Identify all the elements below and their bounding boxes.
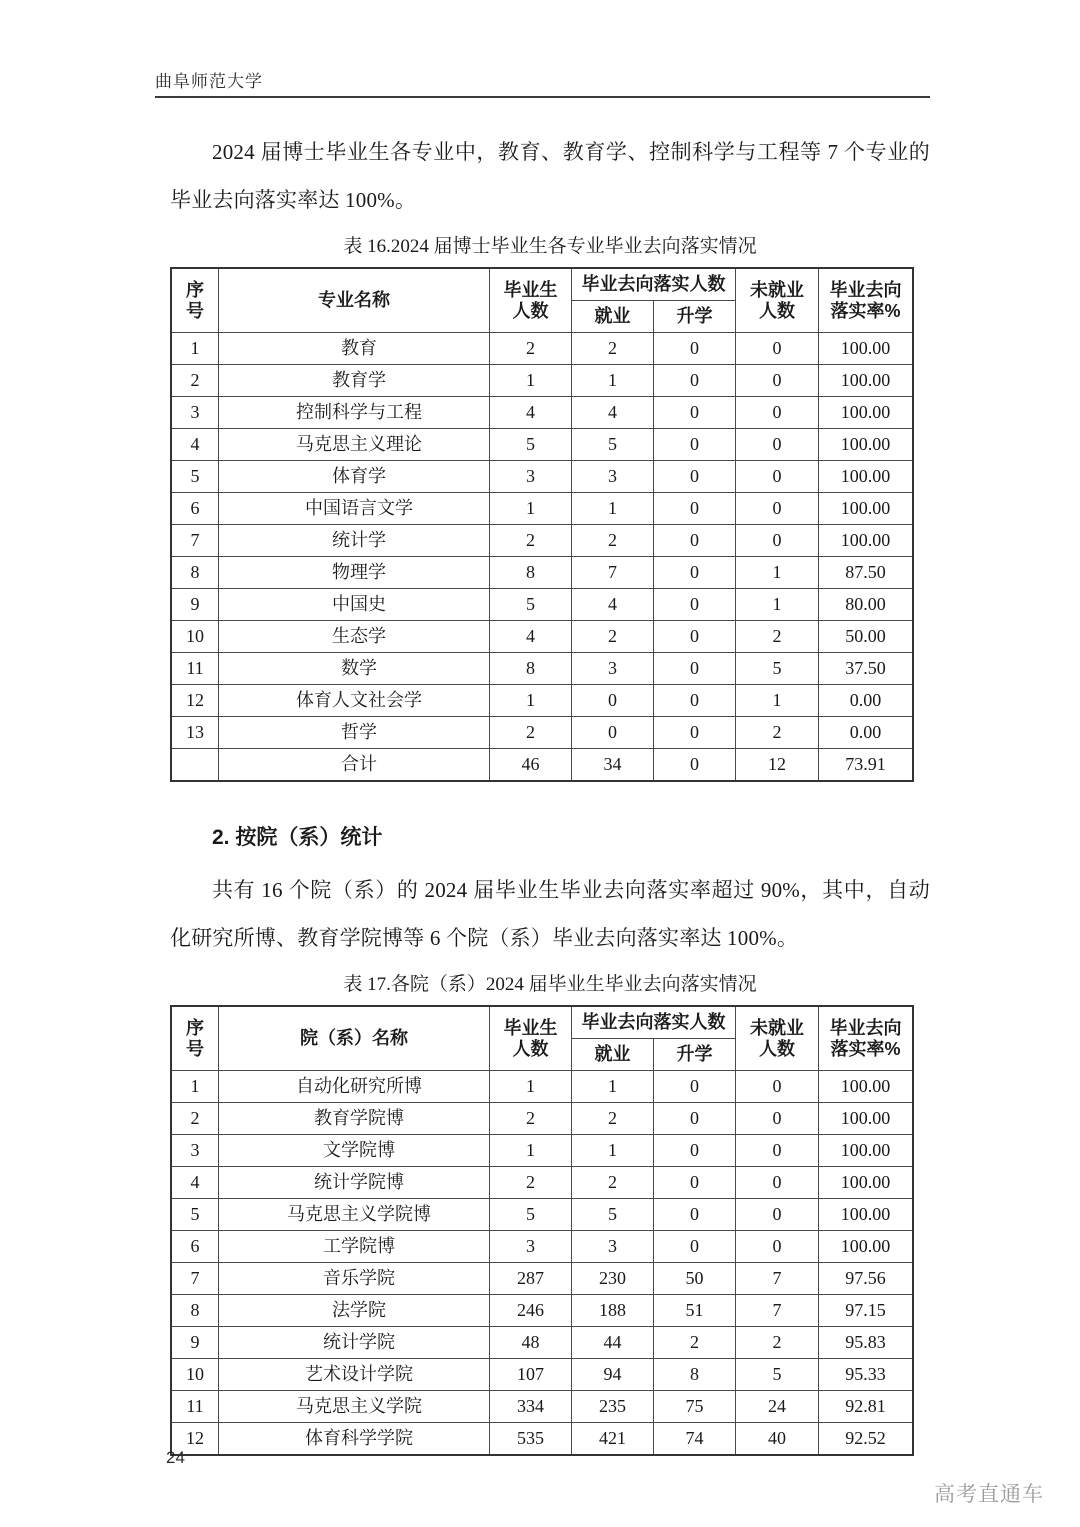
row-employed: 188 <box>572 1295 654 1327</box>
row-rate: 50.00 <box>819 621 914 653</box>
row-unemployed: 0 <box>736 525 819 557</box>
table-row <box>171 685 913 717</box>
row-graduates: 4 <box>490 621 572 653</box>
table-row <box>171 1071 913 1103</box>
table17-colleges <box>170 1005 914 1456</box>
row-rate: 0.00 <box>819 717 914 749</box>
row-employed: 0 <box>572 717 654 749</box>
row-employed: 1 <box>572 1071 654 1103</box>
row-index: 11 <box>171 1391 219 1423</box>
row-employed: 235 <box>572 1391 654 1423</box>
row-further-study: 8 <box>654 1359 736 1391</box>
row-index: 12 <box>171 1423 219 1456</box>
table16-head <box>171 268 913 333</box>
row-rate: 100.00 <box>819 1071 914 1103</box>
row-index: 1 <box>171 333 219 365</box>
col-header-rate: 毕业去向 落实率% <box>819 1006 914 1071</box>
row-index <box>171 749 219 782</box>
row-graduates: 8 <box>490 557 572 589</box>
row-further-study: 0 <box>654 365 736 397</box>
header-institution-name: 曲阜师范大学 <box>155 72 263 91</box>
table-row <box>171 1391 913 1423</box>
row-rate: 87.50 <box>819 557 914 589</box>
row-index: 7 <box>171 525 219 557</box>
row-rate: 100.00 <box>819 1135 914 1167</box>
row-index: 6 <box>171 493 219 525</box>
table-row <box>171 1263 913 1295</box>
row-employed: 1 <box>572 1135 654 1167</box>
col-header-unemployed: 未就业 人数 <box>736 268 819 333</box>
row-rate: 100.00 <box>819 493 914 525</box>
row-graduates: 5 <box>490 429 572 461</box>
row-index: 10 <box>171 621 219 653</box>
row-unemployed: 2 <box>736 1327 819 1359</box>
row-name: 艺术设计学院 <box>219 1359 490 1391</box>
row-employed: 2 <box>572 621 654 653</box>
row-index: 3 <box>171 397 219 429</box>
row-rate: 0.00 <box>819 685 914 717</box>
col-header-further-study: 升学 <box>654 1039 736 1071</box>
table17-header-row-1 <box>171 1006 913 1039</box>
table-row <box>171 1135 913 1167</box>
row-further-study: 0 <box>654 1231 736 1263</box>
row-further-study: 0 <box>654 749 736 782</box>
table-row <box>171 1327 913 1359</box>
row-graduates: 4 <box>490 397 572 429</box>
row-rate: 100.00 <box>819 461 914 493</box>
row-employed: 34 <box>572 749 654 782</box>
row-further-study: 0 <box>654 429 736 461</box>
col-header-placed-group: 毕业去向落实人数 <box>572 1006 736 1039</box>
row-rate: 100.00 <box>819 1103 914 1135</box>
row-index: 1 <box>171 1071 219 1103</box>
row-name: 马克思主义学院博 <box>219 1199 490 1231</box>
table-row <box>171 621 913 653</box>
row-rate: 92.52 <box>819 1423 914 1456</box>
table-row <box>171 493 913 525</box>
col-header-index: 序 号 <box>171 1006 219 1071</box>
row-index: 2 <box>171 365 219 397</box>
row-name: 生态学 <box>219 621 490 653</box>
row-graduates: 287 <box>490 1263 572 1295</box>
row-further-study: 0 <box>654 557 736 589</box>
col-header-placed-group: 毕业去向落实人数 <box>572 268 736 301</box>
row-unemployed: 7 <box>736 1295 819 1327</box>
row-further-study: 51 <box>654 1295 736 1327</box>
row-name: 统计学院博 <box>219 1167 490 1199</box>
col-header-unemployed: 未就业 人数 <box>736 1006 819 1071</box>
row-graduates: 1 <box>490 1071 572 1103</box>
row-name: 数学 <box>219 653 490 685</box>
row-graduates: 2 <box>490 717 572 749</box>
col-header-graduates: 毕业生 人数 <box>490 268 572 333</box>
section-heading-by-college: 2. 按院（系）统计 <box>212 826 383 849</box>
table-row <box>171 1167 913 1199</box>
row-employed: 2 <box>572 1167 654 1199</box>
row-employed: 1 <box>572 493 654 525</box>
row-name: 自动化研究所博 <box>219 1071 490 1103</box>
row-unemployed: 0 <box>736 397 819 429</box>
row-unemployed: 7 <box>736 1263 819 1295</box>
table16-header-row-1 <box>171 268 913 301</box>
col-header-rate: 毕业去向 落实率% <box>819 268 914 333</box>
row-employed: 44 <box>572 1327 654 1359</box>
row-name: 教育 <box>219 333 490 365</box>
row-further-study: 0 <box>654 397 736 429</box>
row-further-study: 0 <box>654 1103 736 1135</box>
row-graduates: 2 <box>490 525 572 557</box>
table-row <box>171 1423 913 1456</box>
table-row <box>171 333 913 365</box>
row-graduates: 246 <box>490 1295 572 1327</box>
row-employed: 3 <box>572 653 654 685</box>
row-name: 马克思主义理论 <box>219 429 490 461</box>
row-graduates: 5 <box>490 1199 572 1231</box>
row-rate: 97.56 <box>819 1263 914 1295</box>
row-graduates: 3 <box>490 1231 572 1263</box>
row-further-study: 0 <box>654 685 736 717</box>
row-further-study: 0 <box>654 1199 736 1231</box>
row-employed: 2 <box>572 525 654 557</box>
row-index: 10 <box>171 1359 219 1391</box>
row-further-study: 0 <box>654 525 736 557</box>
row-unemployed: 5 <box>736 653 819 685</box>
row-index: 5 <box>171 461 219 493</box>
col-header-employed: 就业 <box>572 1039 654 1071</box>
row-name: 中国史 <box>219 589 490 621</box>
row-further-study: 0 <box>654 461 736 493</box>
row-rate: 100.00 <box>819 1167 914 1199</box>
row-further-study: 75 <box>654 1391 736 1423</box>
row-employed: 7 <box>572 557 654 589</box>
total-label: 合计 <box>219 749 490 782</box>
row-index: 8 <box>171 1295 219 1327</box>
table16-doctoral-majors <box>170 267 914 782</box>
row-graduates: 2 <box>490 333 572 365</box>
row-index: 9 <box>171 589 219 621</box>
row-name: 中国语言文学 <box>219 493 490 525</box>
paragraph-doctoral-intro: 2024 届博士毕业生各专业中，教育、教育学、控制科学与工程等 7 个专业的毕业去向落实率达 100%。 <box>170 140 930 212</box>
row-unemployed: 0 <box>736 365 819 397</box>
col-header-employed: 就业 <box>572 301 654 333</box>
row-unemployed: 0 <box>736 1199 819 1231</box>
row-further-study: 74 <box>654 1423 736 1456</box>
row-unemployed: 24 <box>736 1391 819 1423</box>
row-further-study: 0 <box>654 1071 736 1103</box>
row-rate: 100.00 <box>819 429 914 461</box>
row-graduates: 1 <box>490 685 572 717</box>
row-further-study: 2 <box>654 1327 736 1359</box>
table-row <box>171 397 913 429</box>
row-further-study: 0 <box>654 653 736 685</box>
table-row <box>171 1231 913 1263</box>
row-rate: 95.33 <box>819 1359 914 1391</box>
row-further-study: 50 <box>654 1263 736 1295</box>
row-name: 统计学 <box>219 525 490 557</box>
table-total-row <box>171 749 913 782</box>
row-rate: 100.00 <box>819 397 914 429</box>
row-rate: 100.00 <box>819 525 914 557</box>
table17-head <box>171 1006 913 1071</box>
row-unemployed: 1 <box>736 589 819 621</box>
row-unemployed: 2 <box>736 717 819 749</box>
table-row <box>171 589 913 621</box>
row-graduates: 334 <box>490 1391 572 1423</box>
table-row <box>171 365 913 397</box>
row-rate: 100.00 <box>819 365 914 397</box>
row-employed: 5 <box>572 1199 654 1231</box>
row-index: 5 <box>171 1199 219 1231</box>
row-unemployed: 0 <box>736 429 819 461</box>
row-further-study: 0 <box>654 1135 736 1167</box>
row-unemployed: 12 <box>736 749 819 782</box>
row-unemployed: 0 <box>736 1071 819 1103</box>
row-graduates: 5 <box>490 589 572 621</box>
row-name: 哲学 <box>219 717 490 749</box>
watermark: 高考直通车 <box>934 1483 1044 1506</box>
row-rate: 100.00 <box>819 1231 914 1263</box>
table-row <box>171 461 913 493</box>
row-rate: 80.00 <box>819 589 914 621</box>
row-employed: 421 <box>572 1423 654 1456</box>
row-name: 教育学院博 <box>219 1103 490 1135</box>
row-graduates: 48 <box>490 1327 572 1359</box>
row-name: 工学院博 <box>219 1231 490 1263</box>
row-graduates: 46 <box>490 749 572 782</box>
row-graduates: 535 <box>490 1423 572 1456</box>
row-name: 文学院博 <box>219 1135 490 1167</box>
row-name: 体育科学学院 <box>219 1423 490 1456</box>
row-name: 物理学 <box>219 557 490 589</box>
row-name: 统计学院 <box>219 1327 490 1359</box>
row-employed: 1 <box>572 365 654 397</box>
row-unemployed: 0 <box>736 1231 819 1263</box>
table-row <box>171 1103 913 1135</box>
table-row <box>171 1359 913 1391</box>
row-unemployed: 1 <box>736 557 819 589</box>
row-further-study: 0 <box>654 589 736 621</box>
row-employed: 2 <box>572 333 654 365</box>
row-further-study: 0 <box>654 717 736 749</box>
row-employed: 3 <box>572 1231 654 1263</box>
row-employed: 4 <box>572 589 654 621</box>
row-rate: 100.00 <box>819 333 914 365</box>
table-row <box>171 1199 913 1231</box>
row-rate: 95.83 <box>819 1327 914 1359</box>
row-graduates: 8 <box>490 653 572 685</box>
running-header <box>155 72 930 98</box>
row-graduates: 1 <box>490 493 572 525</box>
table16-caption: 表 16.2024 届博士毕业生各专业毕业去向落实情况 <box>343 236 757 257</box>
table16-body <box>171 333 913 782</box>
row-employed: 3 <box>572 461 654 493</box>
row-graduates: 1 <box>490 365 572 397</box>
col-header-index: 序 号 <box>171 268 219 333</box>
row-graduates: 2 <box>490 1167 572 1199</box>
row-graduates: 1 <box>490 1135 572 1167</box>
row-rate: 97.15 <box>819 1295 914 1327</box>
row-unemployed: 0 <box>736 493 819 525</box>
row-employed: 0 <box>572 685 654 717</box>
row-index: 11 <box>171 653 219 685</box>
row-name: 教育学 <box>219 365 490 397</box>
row-rate: 92.81 <box>819 1391 914 1423</box>
row-unemployed: 2 <box>736 621 819 653</box>
table17-caption: 表 17.各院（系）2024 届毕业生毕业去向落实情况 <box>343 974 757 995</box>
row-index: 6 <box>171 1231 219 1263</box>
row-name: 音乐学院 <box>219 1263 490 1295</box>
table-row <box>171 653 913 685</box>
col-header-graduates: 毕业生 人数 <box>490 1006 572 1071</box>
table-row <box>171 429 913 461</box>
row-further-study: 0 <box>654 621 736 653</box>
row-index: 4 <box>171 429 219 461</box>
row-further-study: 0 <box>654 333 736 365</box>
row-unemployed: 0 <box>736 1135 819 1167</box>
row-index: 8 <box>171 557 219 589</box>
row-unemployed: 5 <box>736 1359 819 1391</box>
table-row <box>171 557 913 589</box>
paragraph-college-intro: 共有 16 个院（系）的 2024 届毕业生毕业去向落实率超过 90%，其中，自动化研究所博、教育学院博等 6 个院（系）毕业去向落实率达 100%。 <box>170 878 930 950</box>
row-index: 2 <box>171 1103 219 1135</box>
row-name: 马克思主义学院 <box>219 1391 490 1423</box>
row-employed: 94 <box>572 1359 654 1391</box>
header-divider <box>155 96 930 98</box>
row-further-study: 0 <box>654 493 736 525</box>
table-row <box>171 1295 913 1327</box>
col-header-further-study: 升学 <box>654 301 736 333</box>
row-employed: 4 <box>572 397 654 429</box>
row-name: 法学院 <box>219 1295 490 1327</box>
row-employed: 230 <box>572 1263 654 1295</box>
row-index: 12 <box>171 685 219 717</box>
row-graduates: 2 <box>490 1103 572 1135</box>
document-content <box>170 128 930 1456</box>
col-header-college-name: 院（系）名称 <box>219 1006 490 1071</box>
row-name: 控制科学与工程 <box>219 397 490 429</box>
row-rate: 100.00 <box>819 1199 914 1231</box>
row-rate: 37.50 <box>819 653 914 685</box>
col-header-major-name: 专业名称 <box>219 268 490 333</box>
row-unemployed: 40 <box>736 1423 819 1456</box>
row-employed: 5 <box>572 429 654 461</box>
table-row <box>171 525 913 557</box>
row-employed: 2 <box>572 1103 654 1135</box>
row-unemployed: 1 <box>736 685 819 717</box>
row-index: 7 <box>171 1263 219 1295</box>
table17-body <box>171 1071 913 1456</box>
row-further-study: 0 <box>654 1167 736 1199</box>
row-name: 体育人文社会学 <box>219 685 490 717</box>
row-index: 4 <box>171 1167 219 1199</box>
row-graduates: 3 <box>490 461 572 493</box>
row-index: 9 <box>171 1327 219 1359</box>
row-unemployed: 0 <box>736 1103 819 1135</box>
row-rate: 73.91 <box>819 749 914 782</box>
row-index: 13 <box>171 717 219 749</box>
row-graduates: 107 <box>490 1359 572 1391</box>
row-name: 体育学 <box>219 461 490 493</box>
row-unemployed: 0 <box>736 333 819 365</box>
row-unemployed: 0 <box>736 461 819 493</box>
row-unemployed: 0 <box>736 1167 819 1199</box>
page-number: 24 <box>166 1448 185 1467</box>
row-index: 3 <box>171 1135 219 1167</box>
table-row <box>171 717 913 749</box>
